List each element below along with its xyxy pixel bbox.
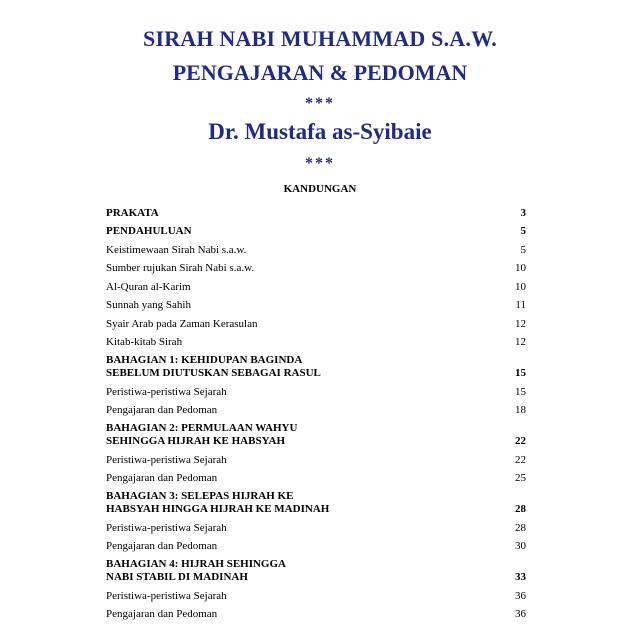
toc-entry: [106, 312, 526, 331]
toc-entry-label: Pengajaran dan Pedoman: [106, 608, 218, 620]
toc-entry-label: Peristiwa-peristiwa Sejarah: [106, 453, 227, 466]
toc-entry-page: 3: [520, 206, 526, 219]
toc-entry-label: Pengajaran dan Pedoman: [106, 540, 218, 552]
toc-entry-label: BAHAGIAN 3: SELEPAS HIJRAH KE HABSYAH HINGGA HIJRAH KE MADINAH: [106, 490, 330, 515]
toc-entry-page: 10: [515, 262, 526, 274]
toc-entry-label: PENDAHULUAN: [106, 225, 192, 237]
toc-entry-label: Sunnah yang Sahih: [106, 299, 191, 311]
toc-entry-page: 25: [515, 472, 526, 484]
toc-entry: [106, 331, 526, 350]
toc-entry: [106, 380, 526, 399]
toc-entry-page: 33: [515, 571, 526, 583]
toc-entry: [106, 257, 526, 276]
toc-entry: [106, 275, 526, 294]
toc-entry-page: 28: [515, 503, 526, 515]
toc-entry-label: Pengajaran dan Pedoman: [106, 404, 218, 416]
toc-entry-page: 28: [515, 521, 526, 534]
toc-entry-label: Sumber rujukan Sirah Nabi s.a.w.: [106, 262, 255, 274]
toc-entry: [106, 399, 526, 418]
toc-section-entry: [106, 349, 526, 380]
toc-entry-page: 22: [515, 453, 526, 466]
toc-entry-page: 15: [515, 385, 526, 398]
toc-entry-label: Keistimewaan Sirah Nabi s.a.w.: [106, 243, 247, 256]
table-of-contents: [106, 201, 526, 621]
toc-entry-label: Pengajaran dan Pedoman: [106, 472, 218, 484]
toc-entry-page: 36: [515, 589, 526, 602]
book-title-line-2: PENGAJARAN & PEDOMAN: [172, 60, 468, 85]
toc-entry: [106, 535, 526, 554]
toc-entry-label: Al-Quran al-Karim: [106, 280, 191, 293]
toc-entry: [106, 294, 526, 313]
toc-entry-page: 11: [515, 299, 526, 311]
toc-entry-label: BAHAGIAN 1: KEHIDUPAN BAGINDA SEBELUM DIUTUSKAN SEBAGAI RASUL: [106, 354, 321, 379]
toc-entry-label: PRAKATA: [106, 206, 159, 219]
toc-entry-page: 30: [515, 540, 526, 552]
toc-entry-label: Peristiwa-peristiwa Sejarah: [106, 521, 227, 534]
toc-section-entry: [106, 417, 526, 448]
toc-section-entry: [106, 553, 526, 584]
toc-entry-page: 18: [515, 404, 526, 416]
toc-section-entry: [106, 485, 526, 516]
toc-entry-page: 12: [515, 317, 526, 330]
toc-entry-page: 12: [515, 336, 526, 348]
toc-entry-page: 10: [515, 280, 526, 293]
toc-entry: [106, 584, 526, 603]
toc-heading: KANDUNGAN: [283, 183, 357, 195]
author-separator: ***: [305, 155, 335, 172]
toc-entry-label: BAHAGIAN 4: HIJRAH SEHINGGA NABI STABIL DI MADINAH: [106, 558, 286, 583]
toc-entry-label: BAHAGIAN 2: PERMULAAN WAHYU SEHINGGA HIJRAH KE HABSYAH: [106, 422, 298, 447]
toc-entry: [106, 448, 526, 467]
toc-entry-page: 22: [515, 435, 526, 447]
toc-entry-page: 5: [520, 243, 526, 256]
toc-entry: [106, 603, 526, 622]
toc-entry: [106, 238, 526, 257]
toc-section-entry: [106, 201, 526, 220]
toc-entry-label: Syair Arab pada Zaman Kerasulan: [106, 317, 258, 330]
toc-entry-page: 36: [515, 608, 526, 620]
toc-entry-page: 5: [520, 225, 526, 237]
toc-entry: [106, 467, 526, 486]
author-name: Dr. Mustafa as-Syibaie: [208, 119, 432, 144]
book-title-line-1: SIRAH NABI MUHAMMAD S.A.W.: [143, 26, 497, 51]
toc-entry: [106, 516, 526, 535]
toc-entry-label: Kitab-kitab Sirah: [106, 336, 183, 348]
title-separator: ***: [305, 95, 335, 112]
toc-section-entry: [106, 220, 526, 239]
toc-entry-page: 15: [515, 367, 526, 379]
toc-entry-label: Peristiwa-peristiwa Sejarah: [106, 385, 227, 398]
toc-entry-label: Peristiwa-peristiwa Sejarah: [106, 589, 227, 602]
